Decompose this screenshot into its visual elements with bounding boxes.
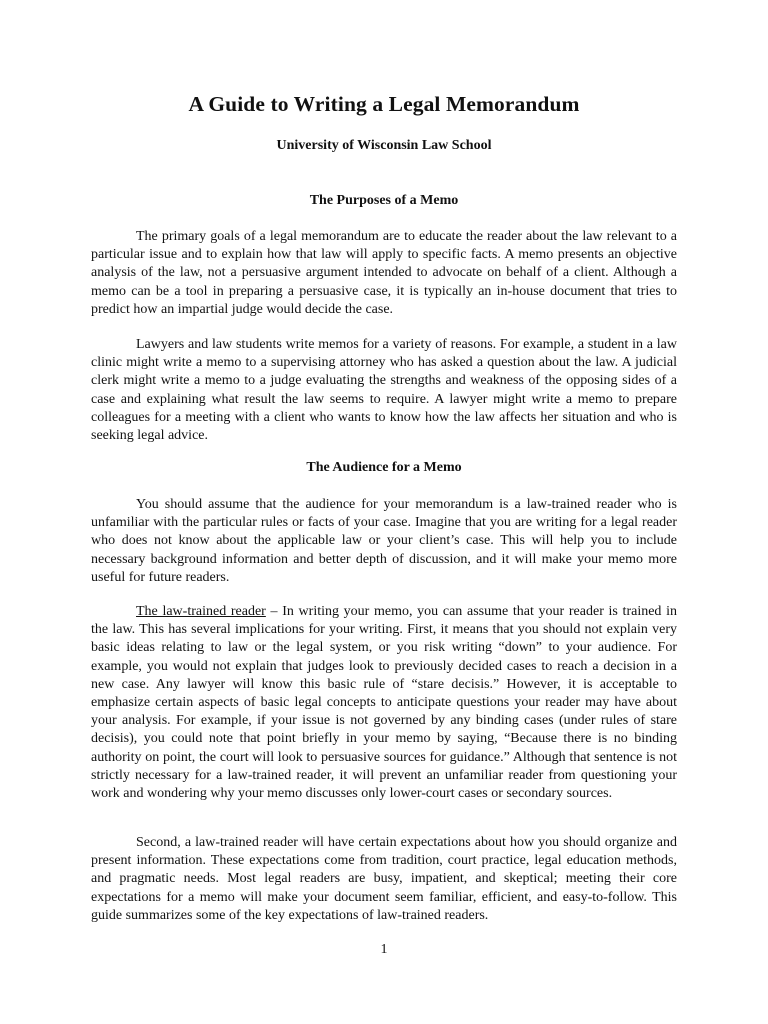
underlined-term: The law-trained reader [136, 604, 266, 619]
paragraph: Second, a law-trained reader will have certain expectations about how you should organize and present information. These expectations come from tradition, court practice, legal education methods, and pragmatic needs. Most legal readers are busy, impatient, and skeptical; meeting their core expectations for a memo will make your document seem familiar, efficient, and easy-to-follow. This guide summarizes some of the key expectations of law-trained readers. [91, 835, 677, 923]
paragraph: Lawyers and law students write memos for a variety of reasons. For example, a student in a law clinic might write a memo to a supervising attorney who has asked a question about the law. A judicial clerk might write a memo to a judge evaluating the strengths and weakness of the opposing sides of a case and explaining what result the law seems to require. A lawyer might write a memo to prepare colleagues for a meeting with a client who wants to know how the law affects her situation and who is seeking legal advice. [91, 337, 677, 444]
paragraph-text: – In writing your memo, you can assume that your reader is trained in the law. This has several implications for your writing. First, it means that you should not explain very basic ideas relating to law or the legal system, or you risk writing “down” to your audience. For example, you would not explain that judges look to previously decided cases to reach a decision in a new case. Any lawyer will know this basic rule of “stare decisis.” However, it is acceptable to emphasize certain aspects of basic legal concepts to anticipate questions your reader may have about your analysis. For example, if your issue is not governed by any binding cases (under rules of stare decisis), you could note that point briefly in your memo by saying, “Because there is no binding authority on point, the court will look to persuasive sources for guidance.” Although that sentence is not strictly necessary for a law-trained reader, it will prevent an unfamiliar reader from questioning your work and wondering why your memo discusses only lower-court cases or secondary sources. [91, 604, 677, 802]
paragraph: You should assume that the audience for your memorandum is a law-trained reader who is unfamiliar with the particular rules or facts of your case. Imagine that you are writing for a legal reader who does not know about the applicable law or your client’s case. This will help you to include necessary background information and better depth of discussion, and it will make your memo more useful for future readers. [91, 497, 677, 585]
section-heading-audience: The Audience for a Memo [306, 460, 462, 475]
section-heading-purposes: The Purposes of a Memo [309, 193, 459, 208]
page-number: 1 [380, 942, 388, 957]
paragraph [91, 603, 677, 803]
paragraph: The primary goals of a legal memorandum are to educate the reader about the law relevant to a particular issue and to explain how that law will apply to specific facts. A memo presents an objective analysis of the law, not a persuasive argument intended to advocate on behalf of a client. Although a memo can be a tool in preparing a persuasive case, it is typically an in-house document that tries to predict how an impartial judge would decide the case. [91, 229, 677, 317]
document-title: A Guide to Writing a Legal Memorandum [188, 92, 580, 116]
document-subtitle: University of Wisconsin Law School [276, 138, 492, 153]
